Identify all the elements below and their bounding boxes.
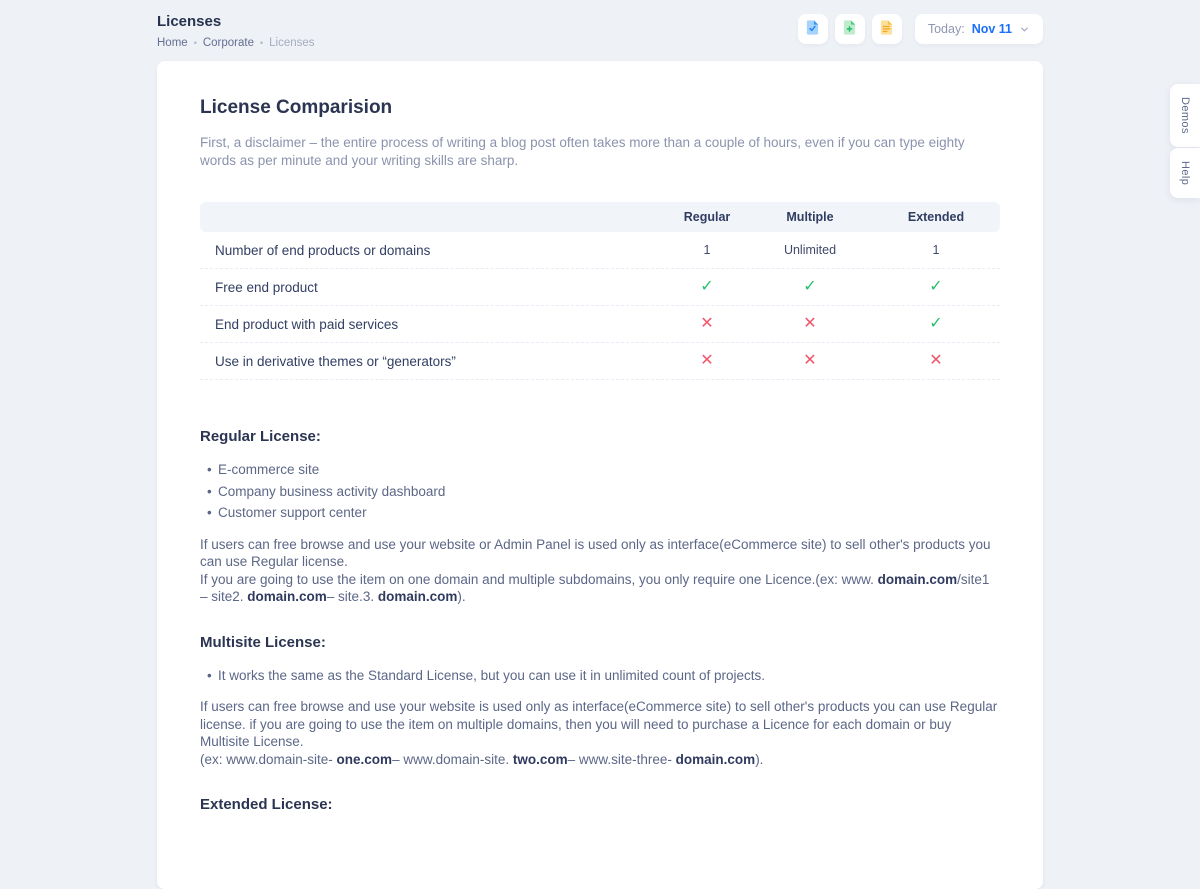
row-label: Free end product: [215, 279, 318, 295]
section-heading: Regular License:: [200, 428, 321, 445]
check-icon: ✓: [929, 315, 943, 332]
table-row: [200, 343, 1000, 380]
page-title: Licenses: [157, 13, 222, 30]
table-row: [200, 269, 1000, 306]
topbar: [157, 0, 1043, 49]
cell-value: Unlimited: [783, 243, 837, 257]
cell-value: 1: [932, 243, 940, 257]
page-head: [157, 13, 315, 49]
cross-icon: ✕: [700, 315, 714, 332]
cross-icon: ✕: [803, 352, 817, 369]
bullet-list: [200, 461, 1000, 522]
section-paragraphs: [200, 698, 1000, 768]
section-multisite-license: [200, 634, 1000, 769]
section-heading: Multisite License:: [200, 633, 326, 651]
paragraph: If users can free browse and use your website is used only as interface(eCommerce site) to sell other's products you can use Regular license. if you are going to use the item on multiple domains, then you will need to purchase a Licence for each domain or buy Multisite License.: [200, 699, 998, 749]
card-heading: License Comparision: [200, 97, 393, 118]
list-item: • Customer support center: [200, 504, 1000, 522]
paragraph: If you are going to use the item on one domain and multiple subdomains, you only require one Licence.(ex: www. domain.com/site1 – site2. domain.com– site.3. domain.com).: [200, 571, 990, 604]
file-plus-icon: [841, 19, 858, 39]
row-label: Number of end products or domains: [215, 242, 431, 258]
list-item: • It works the same as the Standard License, but you can use it in unlimited count of projects.: [200, 667, 1000, 685]
topbar-actions: [798, 14, 1043, 44]
paragraph: (ex: www.domain-site- one.com– www.domain-site. two.com– www.site-three- domain.com).: [200, 751, 764, 767]
breadcrumb-separator: •: [193, 38, 197, 48]
paragraph: If users can free browse and use your website or Admin Panel is used only as interface(eCommerce site) to sell other's products you can use Regular license.: [200, 536, 991, 569]
date-prefix: Today:: [927, 22, 965, 36]
row-label: End product with paid services: [215, 316, 399, 332]
check-icon: ✓: [929, 278, 943, 295]
breadcrumb: [157, 37, 315, 49]
breadcrumb-separator: •: [259, 38, 264, 48]
file-plus-button[interactable]: [835, 14, 865, 44]
date-picker-button[interactable]: [915, 14, 1043, 44]
table-header-regular: Regular: [683, 210, 731, 224]
section-extended-license: [200, 796, 1000, 813]
license-comparison-card: [157, 61, 1043, 889]
cross-icon: ✕: [803, 315, 817, 332]
check-icon: ✓: [803, 278, 817, 295]
section-paragraphs: [200, 536, 1000, 606]
section-regular-license: [200, 428, 1000, 606]
check-icon: ✓: [700, 278, 714, 295]
table-header-extended: Extended: [907, 210, 965, 224]
file-lines-button[interactable]: [872, 14, 902, 44]
row-label: Use in derivative themes or “generators”: [215, 353, 456, 369]
disclaimer-text: First, a disclaimer – the entire process of writing a blog post often takes more than a couple of hours, even if you can type eighty words as per minute and your writing skills are sharp.: [200, 135, 965, 168]
cross-icon: ✕: [929, 352, 943, 369]
breadcrumb-item-home[interactable]: Home: [157, 37, 188, 49]
table-header-row: [200, 202, 1000, 232]
comparison-table: [200, 202, 1000, 380]
table-header-multiple: Multiple: [786, 210, 834, 224]
chevron-down-icon: [1019, 24, 1030, 35]
breadcrumb-item-licenses: Licenses: [269, 37, 315, 49]
file-lines-icon: [878, 19, 895, 39]
table-row: [200, 232, 1000, 269]
side-tab-help[interactable]: Help: [1170, 148, 1200, 198]
table-row: [200, 306, 1000, 343]
file-check-button[interactable]: [798, 14, 828, 44]
breadcrumb-item-corporate[interactable]: Corporate: [202, 37, 254, 49]
file-check-icon: [804, 19, 821, 39]
bullet-list: [200, 667, 1000, 685]
list-item: • E-commerce site: [200, 461, 1000, 479]
list-item: • Company business activity dashboard: [200, 483, 1000, 501]
cross-icon: ✕: [700, 352, 714, 369]
section-heading: Extended License:: [200, 796, 333, 813]
cell-value: 1: [703, 243, 711, 257]
side-tab-demos[interactable]: Demos: [1170, 84, 1200, 147]
date-value: Nov 11: [971, 22, 1012, 36]
